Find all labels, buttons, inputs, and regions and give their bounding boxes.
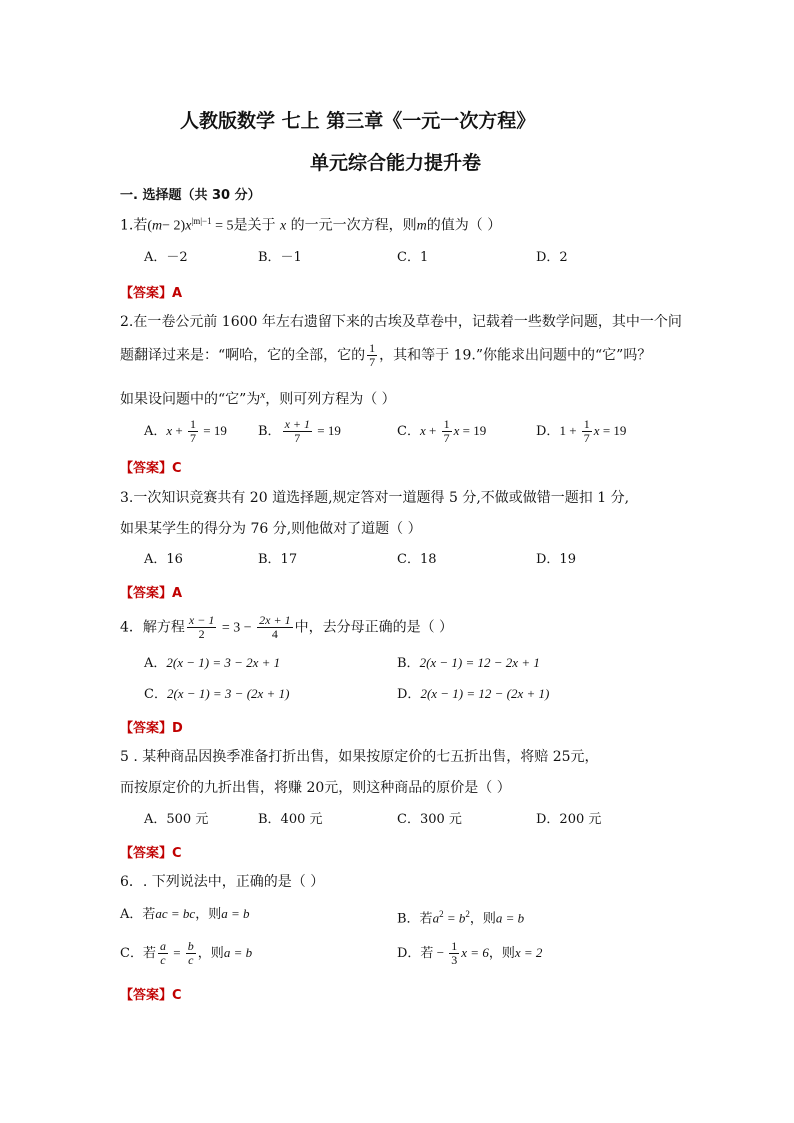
q2-fraction xyxy=(367,342,377,369)
q1-var-x: x xyxy=(279,218,287,234)
page-subtitle: 单元综合能力提升卷 xyxy=(310,152,482,174)
fraction-denominator: 7 xyxy=(443,431,450,445)
fraction-numerator: 1 xyxy=(190,417,197,431)
math-x: x xyxy=(419,423,426,438)
fraction-denominator: 7 xyxy=(190,431,197,445)
q1-math-m: m xyxy=(152,218,163,234)
option-then: ，则 xyxy=(469,911,496,927)
q1-mid: 是关于 xyxy=(233,217,280,234)
q2-line-1: 2.在一卷公元前 1600 年左右遗留下来的古埃及草卷中，记载着一些数学问题，其中一个问 xyxy=(120,314,682,330)
option-condition: ac = bc xyxy=(155,906,196,921)
q2-line3-var: x xyxy=(260,389,266,401)
q5-option-a: A．500 元 xyxy=(144,812,209,827)
fraction-denominator: 3 xyxy=(451,953,458,967)
math-op: + xyxy=(425,423,440,438)
q1-math-exponent: |m|−1 xyxy=(191,216,212,226)
q5-option-b: B．400 元 xyxy=(258,812,323,827)
math-sup: 2 xyxy=(439,909,444,919)
option-prefix: D．若 xyxy=(397,946,434,961)
q4-prefix: 4．解方程 xyxy=(120,619,185,636)
math-sup: 2 xyxy=(465,909,470,919)
q6-stem: 6．. 下列说法中，正确的是（ ） xyxy=(120,874,325,890)
q1-option-a: A．－2 xyxy=(144,250,188,265)
q4-mid: = 3 − xyxy=(218,620,256,636)
option-fraction xyxy=(442,418,452,445)
fraction-numerator: x − 1 xyxy=(188,613,215,627)
question-1-stem xyxy=(120,212,501,236)
math-x: x xyxy=(453,423,460,438)
option-fraction xyxy=(188,418,198,445)
option-prefix: B．若 xyxy=(397,911,433,927)
answer-value: C xyxy=(172,461,182,476)
fraction-numerator: 1 xyxy=(451,939,458,953)
option-then: ，则 xyxy=(195,907,222,922)
q4-answer xyxy=(120,717,183,736)
math-eq: = xyxy=(169,945,184,960)
q3-option-b: B．17 xyxy=(258,552,298,567)
q4-post: 中，去分母正确的是（ ） xyxy=(294,619,454,636)
option-math: 2(x − 1) = 12 − 2x + 1 xyxy=(419,655,540,670)
q2-option-d xyxy=(536,418,626,445)
q1-answer xyxy=(120,282,182,301)
math-eq: = 19 xyxy=(599,423,627,438)
option-fraction xyxy=(449,940,459,967)
option-label: B． xyxy=(397,656,420,671)
q5-line-1: 5 . 某种商品因换季准备打折出售，如果按原定价的七五折出售，将赔 25元， xyxy=(120,749,599,765)
q1-math-eq: = 5 xyxy=(211,218,234,234)
q4-stem xyxy=(120,614,453,641)
q1-option-c: C．1 xyxy=(397,250,429,265)
math-x: x xyxy=(166,423,173,438)
q2-line-3 xyxy=(120,386,396,409)
q4-option-b xyxy=(397,654,540,673)
q1-end: 的值为（ ） xyxy=(426,217,502,234)
q2-line2-post: ，其和等于 19.”你能求出问题中的“它”吗？ xyxy=(379,347,652,364)
q4-option-a xyxy=(144,654,280,673)
q3-option-a: A．16 xyxy=(144,552,183,567)
q5-option-d: D．200 元 xyxy=(536,812,602,827)
q2-line3-post: ，则可列方程为（ ） xyxy=(265,391,396,408)
answer-label: 【答案】 xyxy=(120,988,173,1003)
option-fraction xyxy=(186,940,196,967)
fraction-numerator: 1 xyxy=(443,417,450,431)
option-prefix: C．若 xyxy=(120,946,156,961)
answer-label: 【答案】 xyxy=(120,461,173,476)
q2-line-2 xyxy=(120,342,651,369)
answer-label: 【答案】 xyxy=(120,846,173,861)
q4-fraction-2 xyxy=(257,614,292,641)
q1-option-b: B．－1 xyxy=(258,250,302,265)
q1-math-minus: − 2) xyxy=(162,218,186,234)
q6-option-b xyxy=(397,905,524,928)
fraction-denominator: 7 xyxy=(583,431,590,445)
math-minus: − xyxy=(433,945,448,960)
math-eq: = 19 xyxy=(459,423,487,438)
option-label: B． xyxy=(258,424,281,439)
option-then: ，则 xyxy=(197,946,224,961)
q4-fraction-1 xyxy=(187,614,216,641)
option-math: 2(x − 1) = 3 − (2x + 1) xyxy=(166,686,290,701)
option-math: 2(x − 1) = 3 − 2x + 1 xyxy=(166,655,281,670)
option-label: A． xyxy=(144,424,167,439)
q3-option-d: D．19 xyxy=(536,552,576,567)
answer-value: A xyxy=(172,286,183,301)
math-eq: = 19 xyxy=(314,423,341,438)
option-label: C． xyxy=(397,424,420,439)
fraction-numerator: a xyxy=(159,939,166,953)
option-fraction xyxy=(283,418,312,445)
math-op: + xyxy=(172,423,187,438)
option-result: x = 2 xyxy=(514,945,543,960)
q6-option-a xyxy=(120,905,250,924)
math-eq: = 19 xyxy=(200,423,227,438)
q1-option-d: D．2 xyxy=(536,250,568,265)
answer-value: A xyxy=(172,586,183,601)
option-prefix: A．若 xyxy=(120,907,156,922)
q5-answer xyxy=(120,842,182,861)
q1-math-paren: ( xyxy=(147,218,153,234)
q1-post: 的一元一次方程，则 xyxy=(286,217,417,234)
q1-math-x: x xyxy=(185,218,192,234)
q6-option-c xyxy=(120,940,252,967)
option-label: A． xyxy=(144,656,167,671)
q5-line-2: 而按原定价的九折出售，将赚 20元，则这种商品的原价是（ ） xyxy=(120,780,511,796)
fraction-denominator: 7 xyxy=(369,355,376,369)
q2-line2-pre: 题翻译过来是：“啊哈，它的全部，它的 xyxy=(120,347,366,364)
q2-option-b xyxy=(258,418,341,445)
q4-option-d xyxy=(397,685,549,704)
page-title: 人教版数学 七上 第三章《一元一次方程》 xyxy=(180,110,536,132)
q2-option-a xyxy=(144,418,227,445)
fraction-numerator: 1 xyxy=(583,417,590,431)
option-label: C． xyxy=(144,687,167,702)
option-fraction xyxy=(582,418,592,445)
section-heading: 一. 选择题（共 30 分） xyxy=(120,188,261,203)
option-result: a = b xyxy=(223,945,253,960)
q1-var-m: m xyxy=(416,218,427,234)
option-label: D． xyxy=(536,424,560,439)
q3-answer xyxy=(120,582,182,601)
q3-line-1: 3.一次知识竞赛共有 20 道选择题,规定答对一道题得 5 分,不做或做错一题扣 1 分, xyxy=(120,490,630,506)
answer-label: 【答案】 xyxy=(120,586,173,601)
math-eq-b: = b xyxy=(443,910,466,926)
q2-line3-pre: 如果设问题中的“它”为 xyxy=(120,391,261,408)
q3-option-c: C．18 xyxy=(397,552,437,567)
math-a: a xyxy=(432,910,440,926)
fraction-denominator: c xyxy=(160,953,166,967)
q4-option-c xyxy=(144,685,289,704)
q6-option-d xyxy=(397,940,542,967)
q2-option-c xyxy=(397,418,486,445)
option-then: ，则 xyxy=(488,946,515,961)
fraction-numerator: 1 xyxy=(369,341,376,355)
q2-answer xyxy=(120,457,182,476)
fraction-numerator: x + 1 xyxy=(284,417,310,431)
math-one: 1 + xyxy=(559,423,580,438)
option-result: a = b xyxy=(221,906,250,921)
answer-label: 【答案】 xyxy=(120,286,173,301)
fraction-numerator: 2x + 1 xyxy=(259,613,291,627)
q5-option-c: C．300 元 xyxy=(397,812,462,827)
fraction-numerator: b xyxy=(187,939,194,953)
q3-line-2: 如果某学生的得分为 76 分,则他做对了道题（ ） xyxy=(120,521,422,537)
fraction-denominator: c xyxy=(188,953,194,967)
option-fraction xyxy=(158,940,168,967)
fraction-denominator: 7 xyxy=(294,431,301,445)
option-label: D． xyxy=(397,687,421,702)
q6-answer xyxy=(120,984,182,1003)
answer-label: 【答案】 xyxy=(120,721,173,736)
q1-prefix: 1.若 xyxy=(120,217,148,234)
fraction-denominator: 4 xyxy=(271,627,278,641)
math-x: x xyxy=(593,423,600,438)
option-condition: x = 6 xyxy=(461,945,489,960)
option-result: a = b xyxy=(495,910,525,926)
fraction-denominator: 2 xyxy=(198,627,205,641)
answer-value: C xyxy=(172,846,182,861)
answer-value: C xyxy=(172,988,182,1003)
answer-value: D xyxy=(172,721,183,736)
option-math: 2(x − 1) = 12 − (2x + 1) xyxy=(420,686,550,701)
